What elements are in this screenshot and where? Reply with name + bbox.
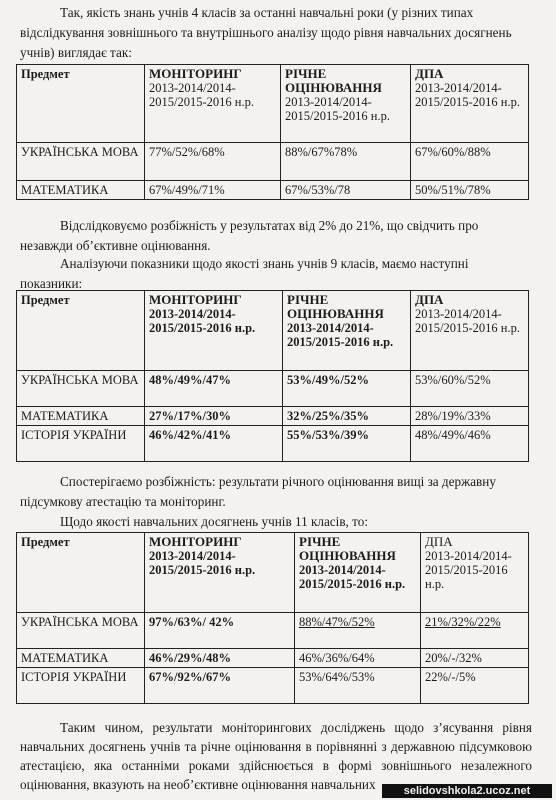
- header-annual: РІЧНЕ ОЦІНЮВАННЯ 2013-2014/2014-2015/2015-2016 н.р.: [281, 65, 411, 143]
- table-header-row: [17, 533, 529, 613]
- cell-dpa: 67%/60%/88%: [411, 143, 529, 181]
- table-row: [17, 407, 529, 426]
- cell-dpa-value: 21%/32%/22%: [425, 615, 501, 629]
- header-monitoring: МОНІТОРИНГ 2013-2014/2014-2015/2015-2016 н.р.: [145, 65, 281, 143]
- cell-annual-value: 88%/47%/52%: [299, 615, 375, 629]
- header-annual: РІЧНЕ ОЦІНЮВАННЯ 2013-2014/2014-2015/2015-2016 н.р.: [283, 291, 411, 371]
- cell-subject: ІСТОРІЯ УКРАЇНИ: [17, 426, 145, 462]
- table-grade4: [16, 64, 529, 200]
- cell-subject: УКРАЇНСЬКА МОВА: [17, 143, 145, 181]
- table-row: [17, 426, 529, 462]
- cell-dpa: 28%/19%/33%: [411, 407, 529, 426]
- cell-annual: 32%/25%/35%: [283, 407, 411, 426]
- header-monitoring: МОНІТОРИНГ 2013-2014/2014-2015/2015-2016 н.р.: [145, 533, 295, 613]
- table-row: [17, 649, 529, 668]
- cell-annual: 55%/53%/39%: [283, 426, 411, 462]
- cell-monitoring: 46%/42%/41%: [145, 426, 283, 462]
- cell-annual: 53%/49%/52%: [283, 371, 411, 407]
- cell-monitoring: 77%/52%/68%: [145, 143, 281, 181]
- cell-monitoring: 97%/63%/ 42%: [145, 613, 295, 649]
- cell-monitoring: 67%/92%/67%: [145, 668, 295, 704]
- table-grade11: [16, 532, 529, 704]
- table-row: [17, 143, 529, 181]
- header-dpa: ДПА 2013-2014/2014-2015/2015-2016 н.р.: [411, 65, 529, 143]
- cell-dpa: 22%/-/5%: [421, 668, 529, 704]
- cell-annual: 67%/53%/78: [281, 181, 411, 200]
- intro-grade9: Аналізуючи показники щодо якості знань учнів 9 класів, маємо наступні показники:: [20, 256, 469, 291]
- cell-dpa: 50%/51%/78%: [411, 181, 529, 200]
- table-row: [17, 371, 529, 407]
- cell-subject: МАТЕМАТИКА: [17, 649, 145, 668]
- header-subject: Предмет: [17, 65, 145, 143]
- intro-grade4: Так, якість знань учнів 4 класів за останні навчальні роки (у різних типах відслідкування зовнішнього та внутрішнього аналізу щодо рівня навчальних досягнень учнів) виглядає так:: [20, 5, 512, 60]
- cell-annual: 88%/67%78%: [281, 143, 411, 181]
- cell-monitoring: 48%/49%/47%: [145, 371, 283, 407]
- cell-subject: МАТЕМАТИКА: [17, 181, 145, 200]
- note-grade9: Спостерігаємо розбіжність: результати річного оцінювання вищі за державну підсумкову атестацію та моніторинг.: [20, 474, 496, 509]
- table-header-row: [17, 291, 529, 371]
- site-watermark: selidovshkola2.ucoz.net: [382, 784, 552, 798]
- cell-subject: УКРАЇНСЬКА МОВА: [17, 613, 145, 649]
- cell-subject: ІСТОРІЯ УКРАЇНИ: [17, 668, 145, 704]
- header-subject: Предмет: [17, 533, 145, 613]
- table-row: [17, 613, 529, 649]
- intro-grade11: Щодо якості навчальних досягнень учнів 11 класів, то:: [60, 514, 368, 529]
- header-monitoring: МОНІТОРИНГ 2013-2014/2014-2015/2015-2016 н.р.: [145, 291, 283, 371]
- table-row: [17, 181, 529, 200]
- cell-annual: 53%/64%/53%: [295, 668, 421, 704]
- table-grade9: [16, 290, 529, 462]
- cell-monitoring: 46%/29%/48%: [145, 649, 295, 668]
- cell-dpa: 48%/49%/46%: [411, 426, 529, 462]
- table-row: [17, 668, 529, 704]
- header-dpa: ДПА 2013-2014/2014-2015/2015-2016 н.р.: [411, 291, 529, 371]
- cell-annual: 46%/36%/64%: [295, 649, 421, 668]
- cell-monitoring: 67%/49%/71%: [145, 181, 281, 200]
- conclusion-paragraph: Таким чином, результати моніторингових досліджень щодо з’ясування рівня навчальних досягнень учнів та річне оцінювання в порівнянні з державною підсумковою атестацією, яка останніми роками здійснюється в формі зовнішнього незалежного оцінювання, вказують на необ’єктивне оцінювання навчальних: [20, 720, 532, 792]
- header-dpa: ДПА 2013-2014/2014-2015/2015-2016 н.р.: [421, 533, 529, 613]
- cell-dpa: [421, 613, 529, 649]
- cell-dpa: 53%/60%/52%: [411, 371, 529, 407]
- cell-dpa: 20%/-/32%: [421, 649, 529, 668]
- table-header-row: [17, 65, 529, 143]
- cell-subject: УКРАЇНСЬКА МОВА: [17, 371, 145, 407]
- header-subject: Предмет: [17, 291, 145, 371]
- cell-subject: МАТЕМАТИКА: [17, 407, 145, 426]
- cell-annual: [295, 613, 421, 649]
- cell-monitoring: 27%/17%/30%: [145, 407, 283, 426]
- header-annual: РІЧНЕ ОЦІНЮВАННЯ 2013-2014/2014-2015/2015-2016 н.р.: [295, 533, 421, 613]
- note-grade4: Відслідковуємо розбіжність у результатах від 2% до 21%, що свідчить про незавжди об’єктивне оцінювання.: [20, 218, 479, 253]
